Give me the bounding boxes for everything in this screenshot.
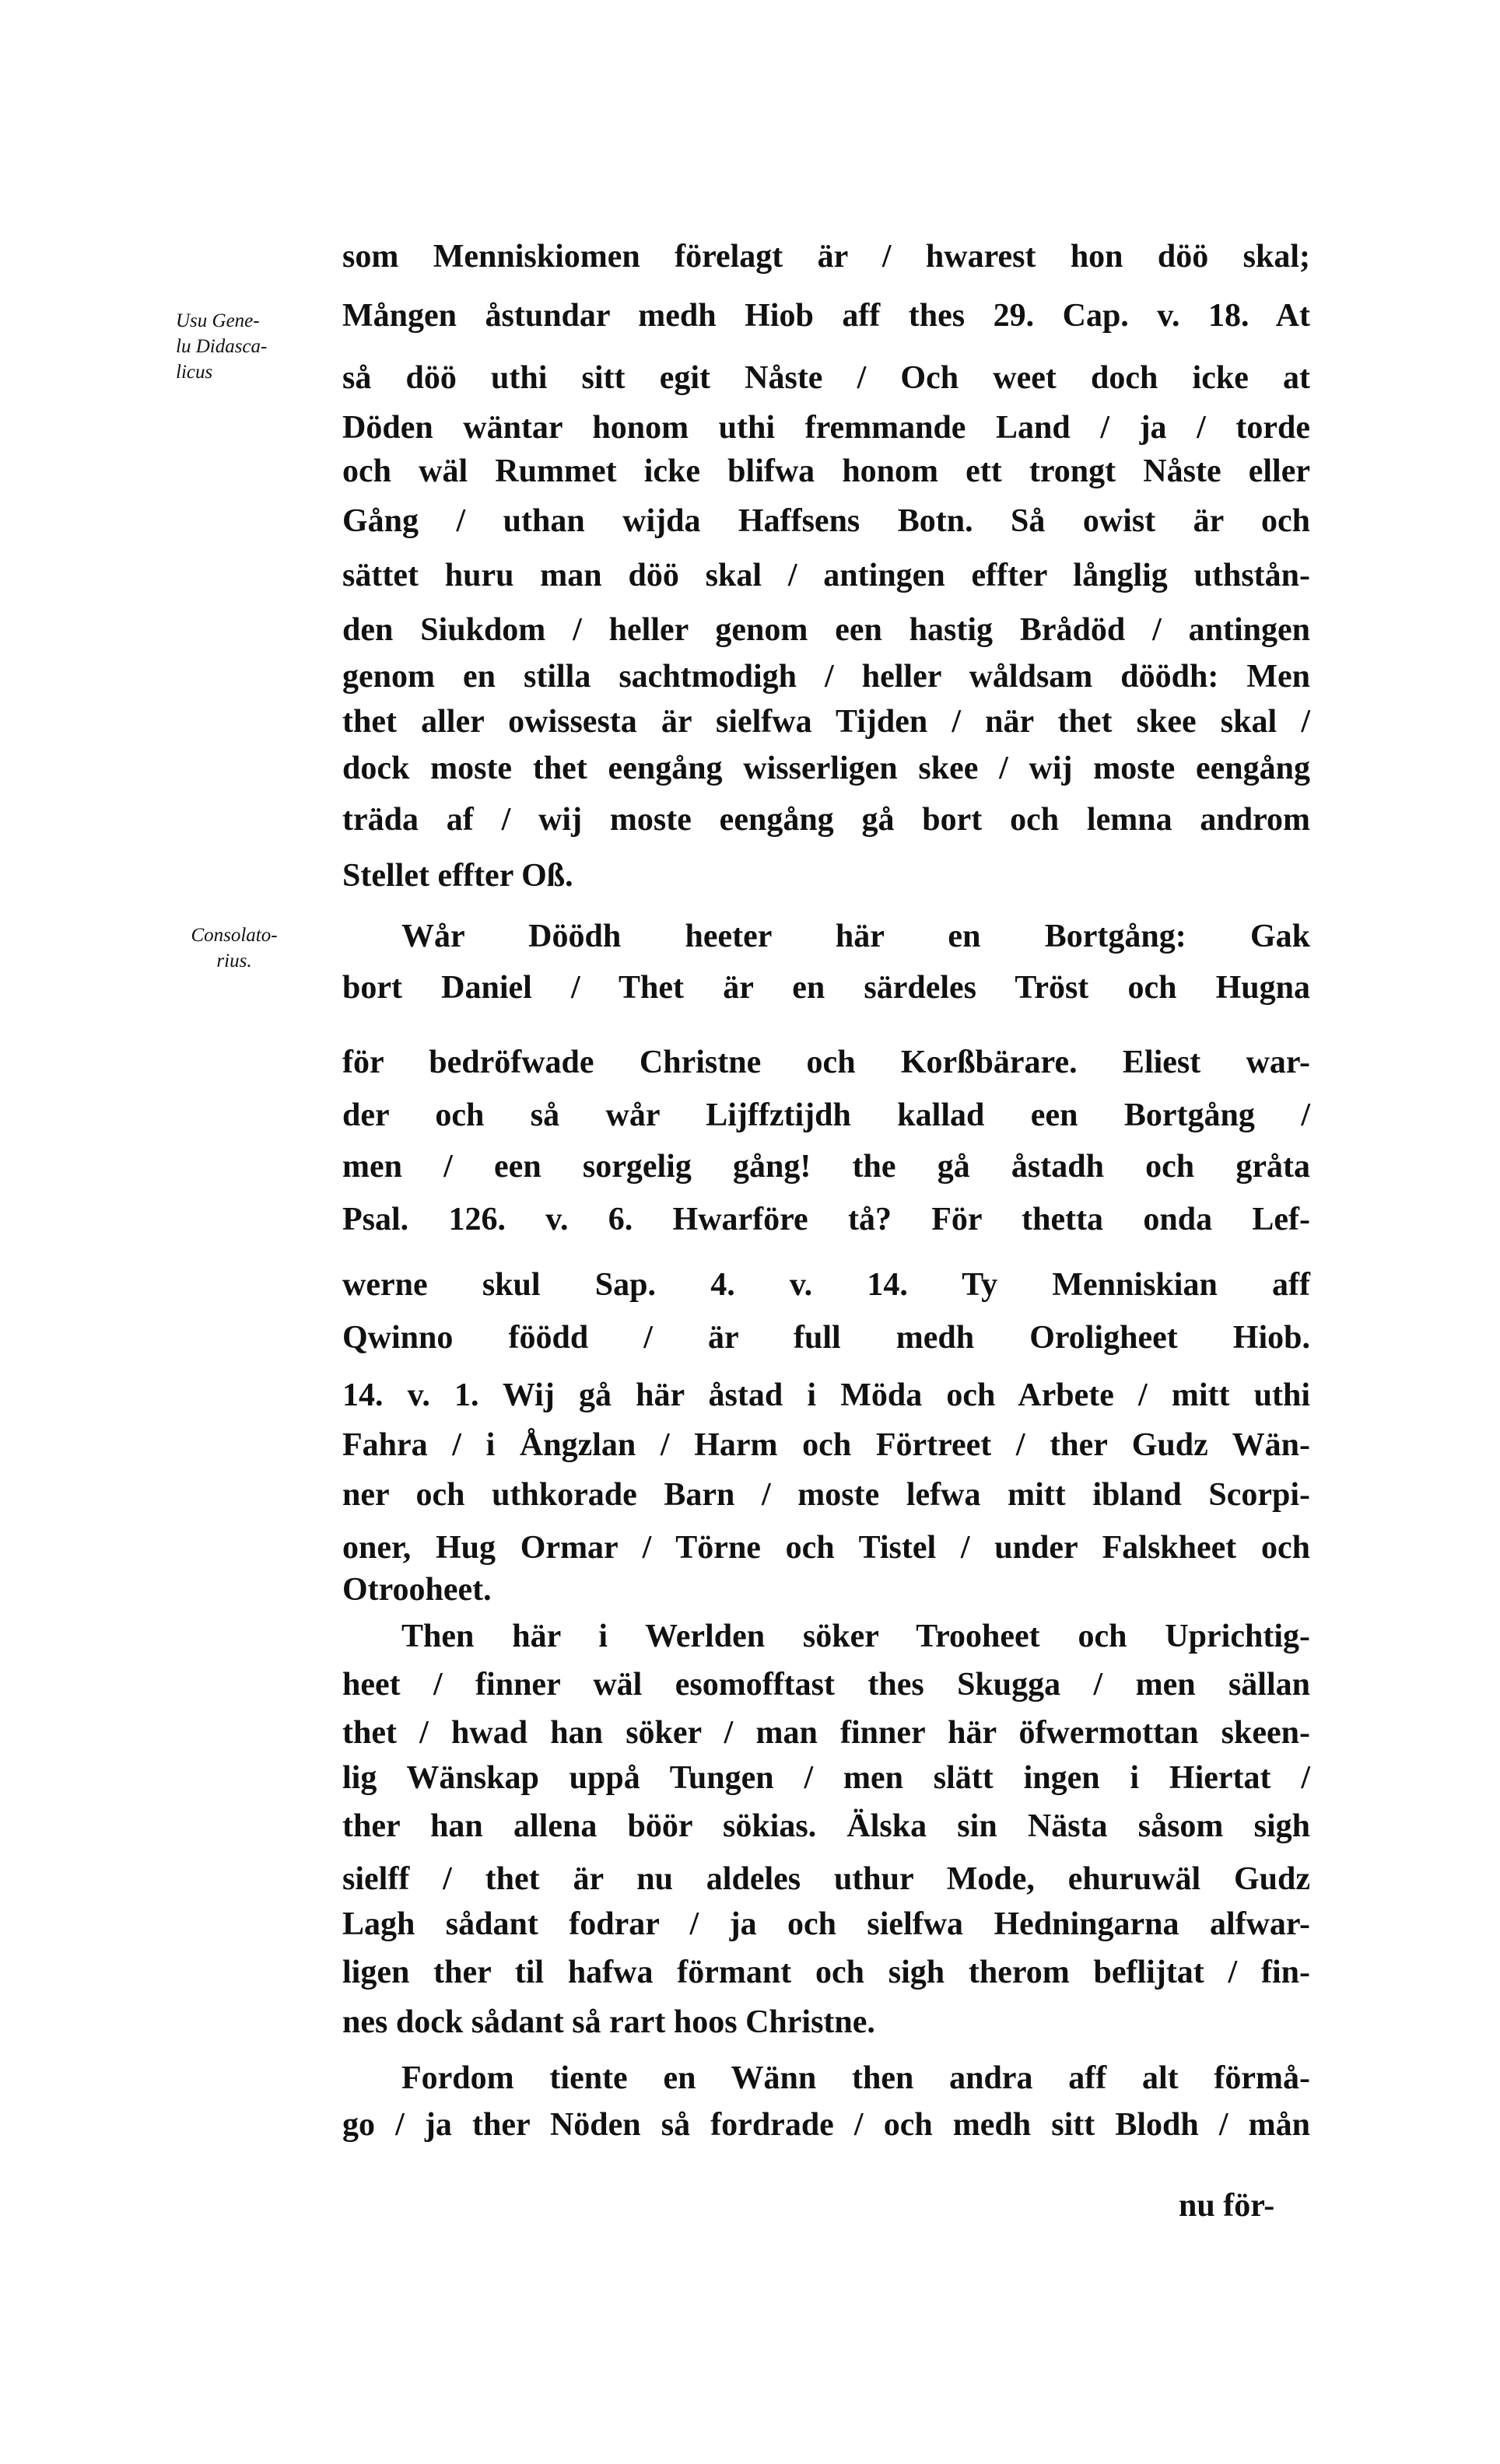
text-line: Fordom tiente en Wänn then andra aff alt förmå- xyxy=(401,2060,1310,2096)
text-line: Stellet effter Oß. xyxy=(342,858,573,894)
text-line: lig Wänskap uppå Tungen / men slätt ingen i Hiertat / xyxy=(342,1760,1310,1796)
text-line: bort Daniel / Thet är en särdeles Tröst och Hugna xyxy=(342,970,1310,1006)
text-line: thet aller owissesta är sielfwa Tijden / när thet skee skal / xyxy=(342,704,1310,740)
text-line: heet / finner wäl esomofftast thes Skugga / men sällan xyxy=(342,1667,1310,1703)
text-line: och wäl Rummet icke blifwa honom ett trongt Nåste eller xyxy=(342,453,1310,489)
text-line: sielff / thet är nu aldeles uthur Mode, ehuruwäl Gudz xyxy=(342,1861,1310,1897)
margin-note-line: Usu Gene- xyxy=(176,310,260,331)
text-line: Fahra / i Ångzlan / Harm och Förtreet / ther Gudz Wän- xyxy=(342,1427,1310,1463)
text-line: den Siukdom / heller genom een hastig Brådöd / antingen xyxy=(342,612,1310,648)
margin-note-line: Consolato- xyxy=(191,925,278,946)
margin-note-usu xyxy=(176,308,316,385)
text-line: för bedröfwade Christne och Korßbärare. Eliest war- xyxy=(342,1045,1310,1080)
text-line: ligen ther til hafwa förmant och sigh therom beflijtat / fin- xyxy=(342,1955,1310,1990)
text-line: ther han allena böör sökias. Älska sin Nästa såsom sigh xyxy=(342,1808,1310,1844)
margin-note-line: lu Didasca- xyxy=(176,336,268,357)
text-line: Then här i Werlden söker Trooheet och Uprichtig- xyxy=(401,1619,1310,1654)
text-line: Qwinno föödd / är full medh Oroligheet Hiob. xyxy=(342,1320,1310,1356)
text-line: Otrooheet. xyxy=(342,1572,492,1608)
text-line: träda af / wij moste eengång gå bort och lemna androm xyxy=(342,802,1310,838)
margin-note-line: rius. xyxy=(216,950,252,971)
text-line: sättet huru man döö skal / antingen effter långlig uthstån- xyxy=(342,558,1310,593)
text-line: Döden wäntar honom uthi fremmande Land / ja / torde xyxy=(342,410,1310,446)
text-line: der och så wår Lijffztijdh kallad een Bortgång / xyxy=(342,1097,1310,1133)
text-line: Wår Döödh heeter här en Bortgång: Gak xyxy=(401,919,1310,954)
text-line: nes dock sådant så rart hoos Christne. xyxy=(342,2004,875,2040)
text-line: go / ja ther Nöden så fordrade / och medh sitt Blodh / mån xyxy=(342,2107,1310,2143)
text-line: werne skul Sap. 4. v. 14. Ty Menniskian aff xyxy=(342,1267,1310,1303)
text-line: genom en stilla sachtmodigh / heller wåldsam döödh: Men xyxy=(342,659,1310,695)
text-line: som Menniskiomen förelagt är / hwarest hon döö skal; xyxy=(342,239,1310,275)
text-line: Psal. 126. v. 6. Hwarföre tå? För thetta onda Lef- xyxy=(342,1202,1310,1237)
text-line: oner, Hug Ormar / Törne och Tistel / under Falskheet och xyxy=(342,1530,1310,1566)
margin-note-line: licus xyxy=(176,362,213,383)
text-line: Mången åstundar medh Hiob aff thes 29. Cap. v. 18. At xyxy=(342,298,1310,334)
margin-note-consolatorius xyxy=(176,922,293,974)
text-line: dock moste thet eengång wisserligen skee / wij moste eengång xyxy=(342,751,1310,786)
text-line: men / een sorgelig gång! the gå åstadh och gråta xyxy=(342,1149,1310,1185)
text-line: så döö uthi sitt egit Nåste / Och weet doch icke at xyxy=(342,360,1310,396)
text-line: Lagh sådant fodrar / ja och sielfwa Hedningarna alfwar- xyxy=(342,1906,1310,1942)
text-line: Gång / uthan wijda Haffsens Botn. Så owist är och xyxy=(342,503,1310,539)
text-line: 14. v. 1. Wij gå här åstad i Möda och Arbete / mitt uthi xyxy=(342,1377,1310,1413)
catchword: nu för- xyxy=(1179,2188,1275,2224)
text-line: thet / hwad han söker / man finner här öfwermottan skeen- xyxy=(342,1715,1310,1751)
text-line: ner och uthkorade Barn / moste lefwa mitt ibland Scorpi- xyxy=(342,1477,1310,1513)
